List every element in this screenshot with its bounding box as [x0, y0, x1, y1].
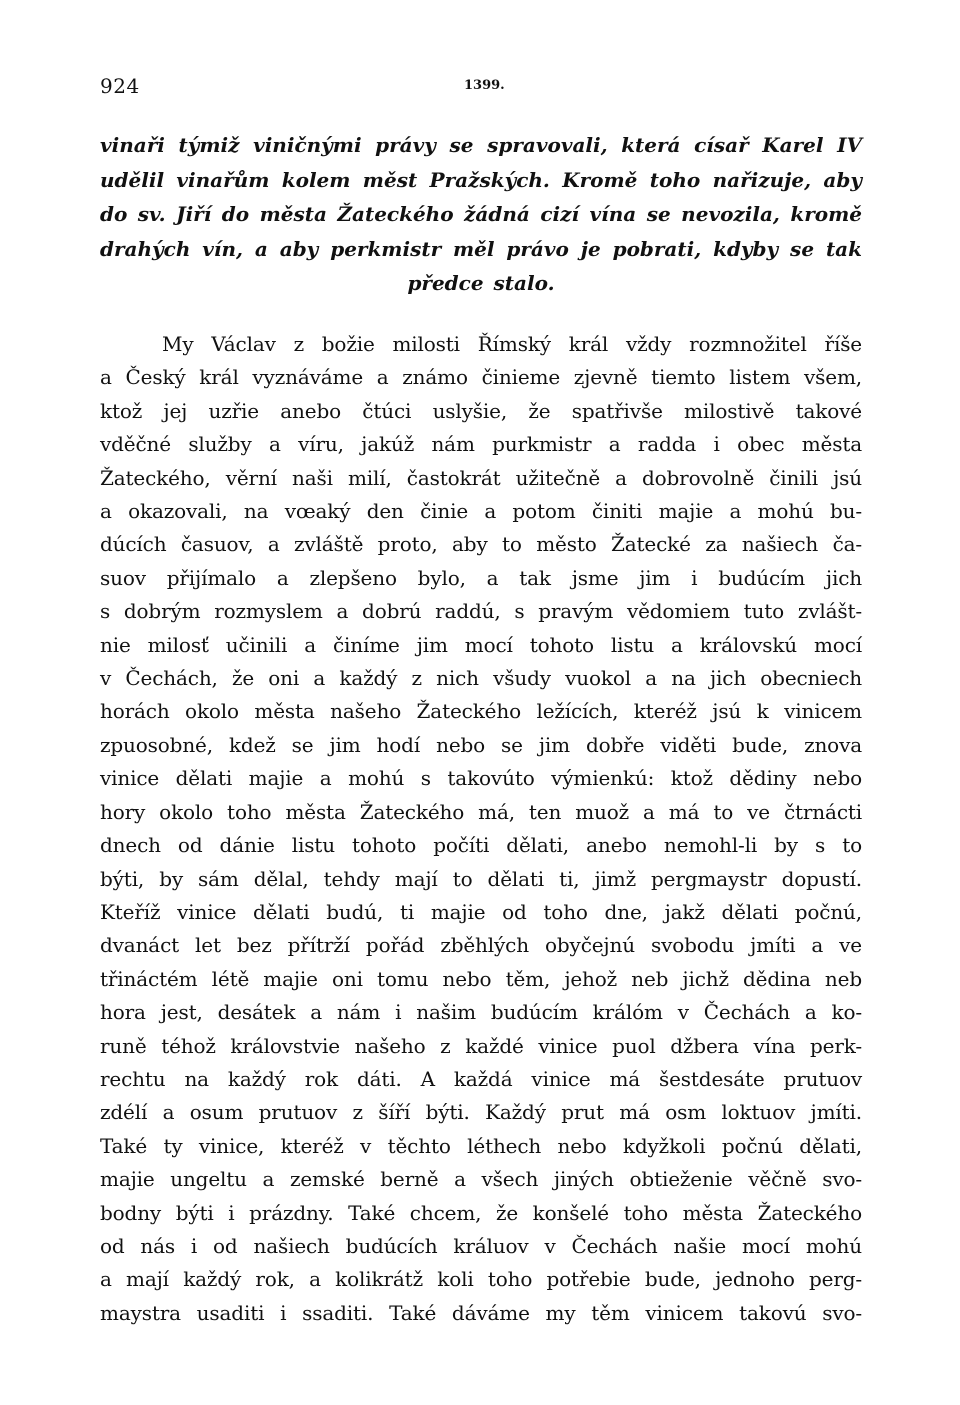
charter-line: a mají každý rok, a kolikrátž koli toho potřebie bude, jednoho perg-: [100, 1267, 862, 1292]
charter-line: hora jest, desátek a nám i našim budúcím králóm v Čechách a ko-: [100, 1000, 862, 1025]
charter-line: dvanáct let bez přítrží pořád zběhlých obyčejnú svobodu jmíti a ve: [100, 933, 862, 958]
charter-text: [100, 328, 862, 1330]
charter-line: býti, by sám dělal, tehdy mají to dělati ti, jimž pergmaystr dopustí.: [100, 866, 862, 891]
charter-line: horách okolo města našeho Žateckého ležících, kteréž jsú k vinicem: [100, 699, 862, 724]
charter-line: od nás i od našiech budúcích králuov v Čechách našie mocí mohú: [100, 1233, 862, 1258]
regest-summary: vinaři týmiž viničnými právy se spravovali, která císař Karel IV udělil vinařům kolem měst Pražských. Kromě toho nařizuje, aby do sv. Jiří do města Žateckého žádná cizí vína se nevozila, kromě drahých vín, a aby perkmistr měl právo je pobrati, kdyby se tak předce stalo.: [100, 133, 862, 295]
charter-line: zpuosobné, kdež se jim hodí nebo se jim dobře viděti bude, znova: [100, 732, 862, 757]
charter-line: bodny býti i prázdny. Také chcem, že konšelé toho města Žateckého: [100, 1200, 862, 1225]
charter-line: zdélí a osum prutuov z šíří býti. Každý prut má osm loktuov jmíti.: [100, 1100, 862, 1125]
charter-line: Žateckého, věrní naši milí, častokrát užitečně a dobrovolně činili jsú: [100, 465, 862, 490]
charter-line: vděčné služby a víru, jakúž nám purkmistr a radda i obec města: [100, 432, 862, 457]
charter-line: majie ungeltu a zemské berně a všech jiných obtieženie věčně svo-: [100, 1167, 862, 1192]
charter-line: runě téhož královstvie našeho z každé vinice puol džbera vína perk-: [100, 1033, 862, 1058]
charter-line: nie milosť učinili a činíme jim mocí tohoto listu a královskú mocí: [100, 632, 862, 657]
charter-line: v Čechách, že oni a každý z nich všudy vuokol a na jich obecniech: [100, 666, 862, 691]
charter-line: My Václav z božie milosti Římský král vždy rozmnožitel říše: [162, 332, 862, 356]
charter-line: Kteříž vinice dělati budú, ti majie od toho dne, jakž dělati počnú,: [100, 899, 862, 924]
charter-line: ktož jej uzřie anebo čtúci uslyšie, že spatřivše milostivě takové: [100, 398, 862, 423]
running-head-year: 1399.: [464, 78, 505, 93]
charter-line: a Český král vyznáváme a známo činieme zjevně tiemto listem všem,: [100, 365, 862, 390]
charter-line: s dobrým rozmyslem a dobrú raddú, s pravým vědomiem tuto zvlášt-: [100, 599, 862, 624]
charter-line: vinice dělati majie a mohú s takovúto výmienkú: ktož dědiny nebo: [100, 766, 862, 791]
charter-line: a okazovali, na vœaký den činie a potom činiti majie a mohú bu-: [100, 499, 862, 524]
charter-line: maystra usaditi i ssaditi. Také dáváme my těm vinicem takovú svo-: [100, 1300, 862, 1325]
charter-line: hory okolo toho města Žateckého má, ten muož a má to ve čtrnácti: [100, 799, 862, 824]
charter-line: dnech od dánie listu tohoto počíti dělati, anebo nemohl-li by s to: [100, 833, 862, 858]
page-number: 924: [100, 74, 140, 98]
charter-line: dúcích časuov, a zvláště proto, aby to město Žatecké za našiech ča-: [100, 532, 862, 557]
charter-line: suov přijímalo a zlepšeno bylo, a tak jsme jim i budúcím jich: [100, 565, 862, 590]
charter-line: třináctém létě majie oni tomu nebo těm, jehož neb jichž dědina neb: [100, 966, 862, 991]
page-header: [100, 74, 860, 104]
charter-line: Také ty vinice, kteréž v těchto léthech nebo kdyžkoli počnú dělati,: [100, 1133, 862, 1158]
charter-line: rechtu na každý rok dáti. A každá vinice má šestdesáte prutuov: [100, 1066, 862, 1091]
